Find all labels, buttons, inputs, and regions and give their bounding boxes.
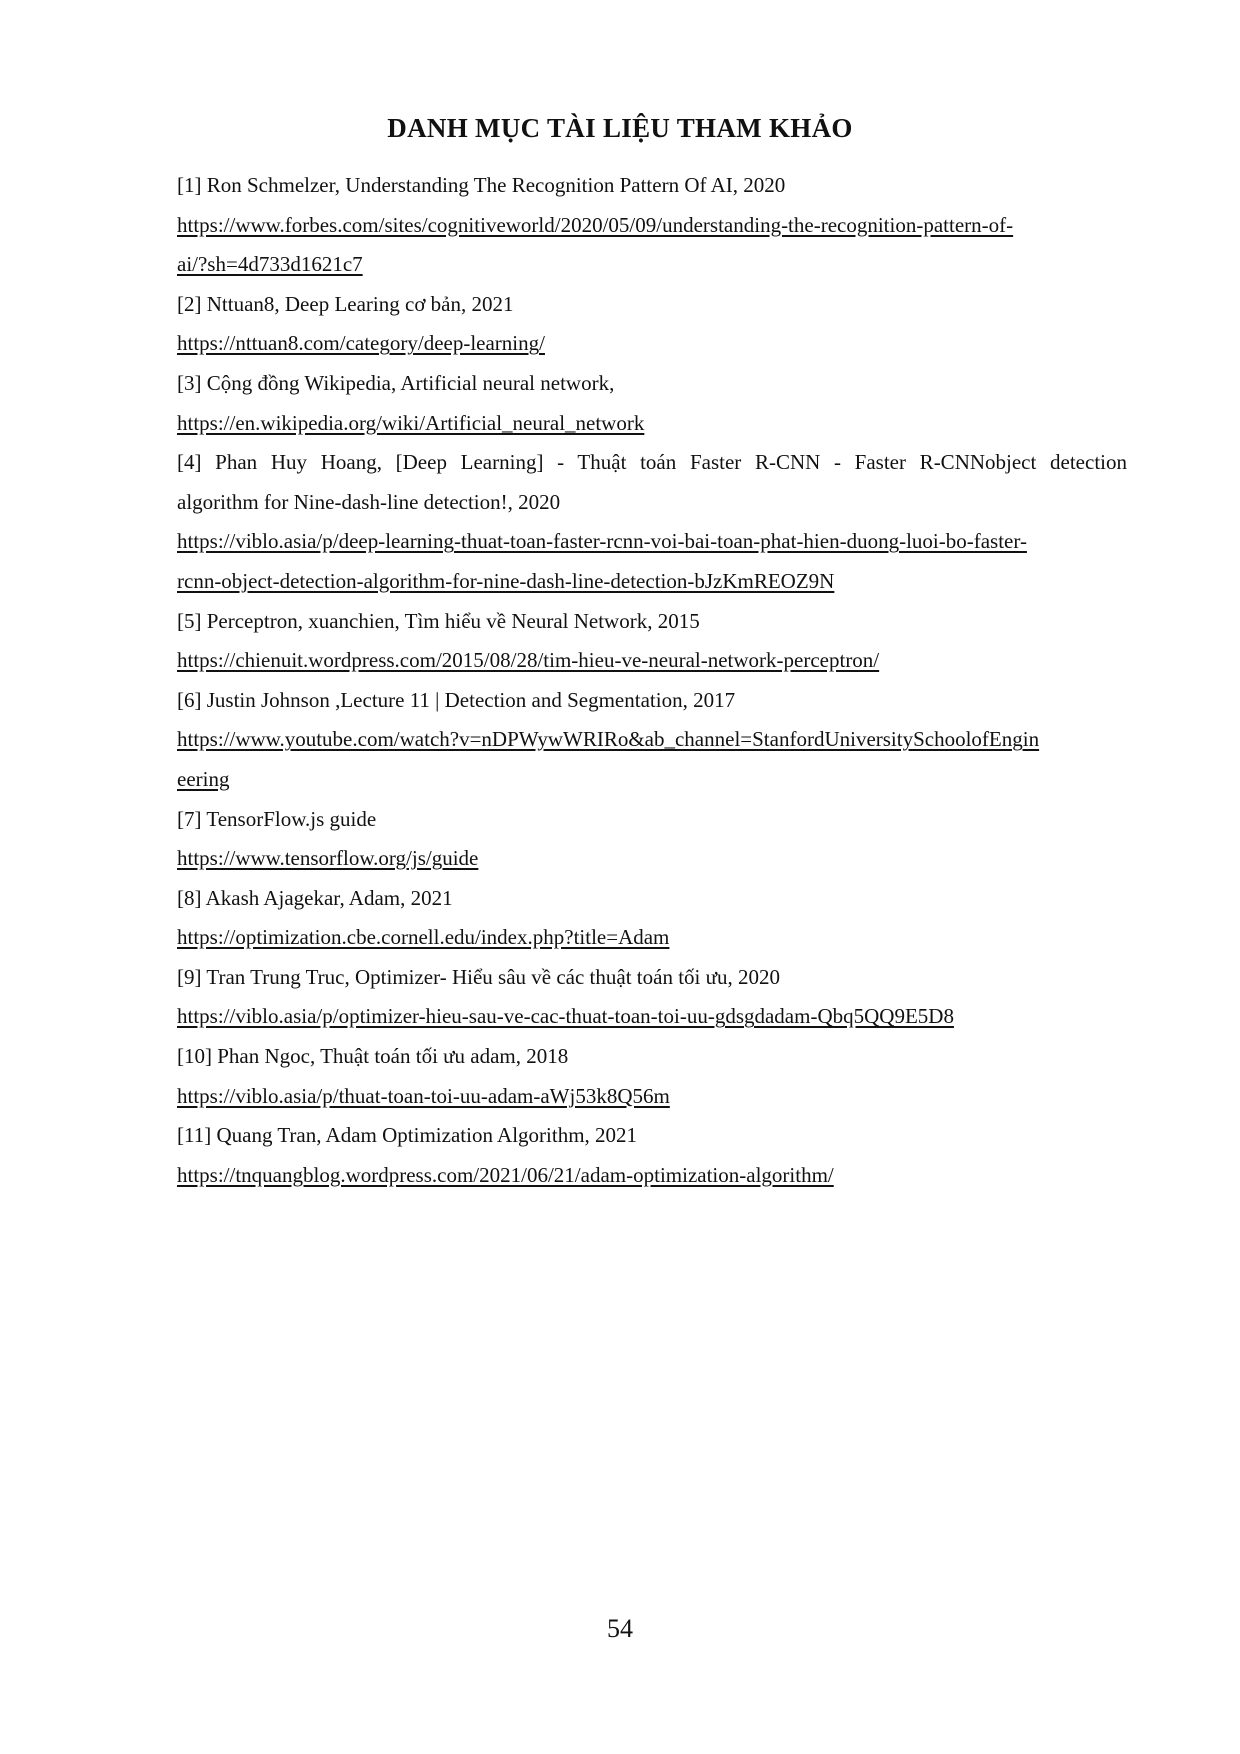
- page-number: 54: [607, 1614, 633, 1643]
- reference-list: [177, 166, 1127, 1195]
- reference-10-citation: [10] Phan Ngoc, Thuật toán tối ưu adam, 2018: [177, 1044, 569, 1069]
- reference-3-url[interactable]: https://en.wikipedia.org/wiki/Artificial_neural_network: [177, 410, 645, 435]
- reference-4-citation-part-1: [4] Phan Huy Hoang, [Deep Learning] - Thuật toán Faster R-CNN - Faster R-CNNobject detection: [177, 450, 1127, 475]
- reference-4-url-part-2[interactable]: rcnn-object-detection-algorithm-for-nine-dash-line-detection-bJzKmREOZ9N: [177, 568, 835, 593]
- reference-6-url-part-2[interactable]: eering: [177, 766, 230, 791]
- reference-2-citation: [2] Nttuan8, Deep Learing cơ bản, 2021: [177, 291, 514, 316]
- reference-7-citation: [7] TensorFlow.js guide: [177, 806, 377, 831]
- reference-8-url[interactable]: https://optimization.cbe.cornell.edu/index.php?title=Adam: [177, 925, 670, 950]
- reference-3-citation: [3] Cộng đồng Wikipedia, Artificial neural network,: [177, 370, 615, 395]
- reference-8-citation: [8] Akash Ajagekar, Adam, 2021: [177, 885, 453, 910]
- reference-6-citation: [6] Justin Johnson ,Lecture 11 | Detection and Segmentation, 2017: [177, 687, 736, 712]
- reference-6-url-part-1[interactable]: https://www.youtube.com/watch?v=nDPWywWRIRo&ab_channel=StanfordUniversitySchoolofEngin: [177, 727, 1040, 752]
- reference-5-citation: [5] Perceptron, xuanchien, Tìm hiểu về Neural Network, 2015: [177, 608, 700, 633]
- reference-11-citation: [11] Quang Tran, Adam Optimization Algorithm, 2021: [177, 1123, 638, 1148]
- reference-1-url-part-1[interactable]: https://www.forbes.com/sites/cognitiveworld/2020/05/09/understanding-the-recognition-pattern-of-: [177, 212, 1014, 237]
- page-title: DANH MỤC TÀI LIỆU THAM KHẢO: [387, 113, 853, 143]
- reference-7-url[interactable]: https://www.tensorflow.org/js/guide: [177, 846, 479, 871]
- reference-2-url[interactable]: https://nttuan8.com/category/deep-learning/: [177, 331, 545, 356]
- reference-4-citation-part-2: algorithm for Nine-dash-line detection!, 2020: [177, 489, 561, 514]
- reference-1-citation: [1] Ron Schmelzer, Understanding The Recognition Pattern Of AI, 2020: [177, 173, 786, 197]
- reference-9-url[interactable]: https://viblo.asia/p/optimizer-hieu-sau-ve-cac-thuat-toan-toi-uu-gdsgdadam-Qbq5QQ9E5D8: [177, 1004, 954, 1029]
- reference-5-url[interactable]: https://chienuit.wordpress.com/2015/08/28/tim-hieu-ve-neural-network-perceptron/: [177, 648, 880, 673]
- reference-10-url[interactable]: https://viblo.asia/p/thuat-toan-toi-uu-adam-aWj53k8Q56m: [177, 1083, 670, 1108]
- reference-11-url[interactable]: https://tnquangblog.wordpress.com/2021/06/21/adam-optimization-algorithm/: [177, 1162, 834, 1187]
- reference-9-citation: [9] Tran Trung Truc, Optimizer- Hiểu sâu về các thuật toán tối ưu, 2020: [177, 964, 780, 989]
- reference-1-url-part-2[interactable]: ai/?sh=4d733d1621c7: [177, 252, 363, 277]
- reference-4-url-part-1[interactable]: https://viblo.asia/p/deep-learning-thuat-toan-faster-rcnn-voi-bai-toan-phat-hien-duong-luoi-bo-faster-: [177, 529, 1027, 554]
